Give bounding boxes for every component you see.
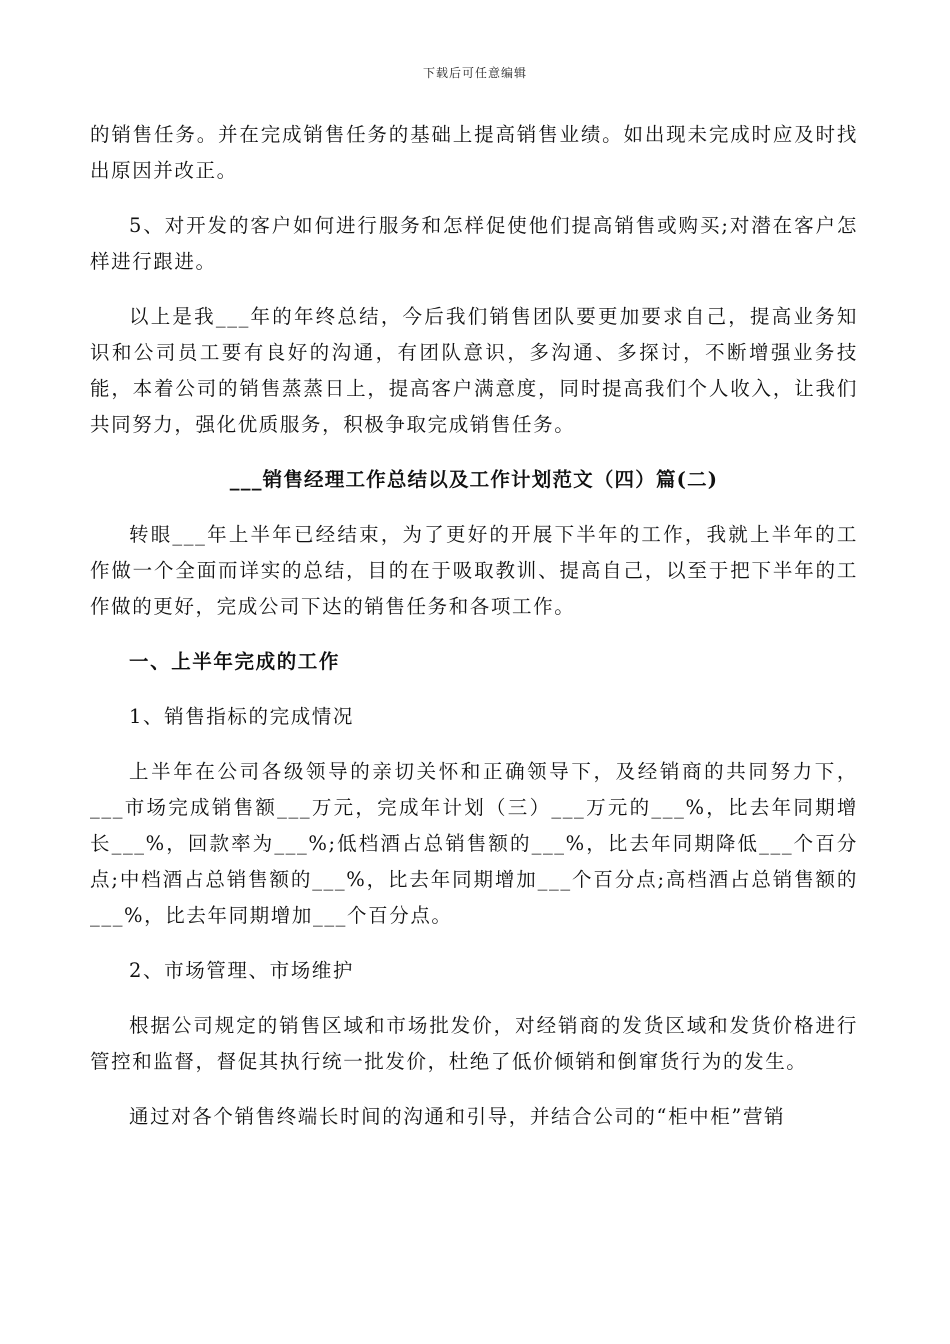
heading-first-half-work: 一、上半年完成的工作 [129, 650, 341, 673]
paragraph-terminal-communication: 通过对各个销售终端长时间的沟通和引导，并结合公司的“柜中柜”营销 [129, 1105, 786, 1128]
paragraph-summary: 以上是我___年的年终总结，今后我们销售团队要更加要求自己，提高业务知识和公司员工要有良好的沟通，有团队意识，多沟通、多探讨，不断增强业务技能，本着公司的销售蒸蒸日上，提高客户满意度，同时提高我们个人收入，让我们共同努力，强化优质服务，积极争取完成销售任务。 [90, 305, 858, 436]
document-body [90, 117, 858, 1154]
paragraph-item-5: 5、对开发的客户如何进行服务和怎样促使他们提高销售或购买;对潜在客户怎样进行跟进。 [90, 214, 858, 273]
subheading-market-management: 2、市场管理、市场维护 [129, 959, 355, 982]
section-title: ___销售经理工作总结以及工作计划范文（四）篇(二) [229, 468, 719, 491]
paragraph-intro: 转眼___年上半年已经结束，为了更好的开展下半年的工作，我就上半年的工作做一个全面而详实的总结，目的在于吸取教训、提高自己，以至于把下半年的工作做的更好，完成公司下达的销售任务和各项工作。 [90, 523, 858, 618]
paragraph-continuation: 的销售任务。并在完成销售任务的基础上提高销售业绩。如出现未完成时应及时找出原因并改正。 [90, 123, 858, 182]
paragraph-price-control: 根据公司规定的销售区域和市场批发价，对经销商的发货区域和发货价格进行管控和监督，督促其执行统一批发价，杜绝了低价倾销和倒窜货行为的发生。 [90, 1014, 858, 1073]
subheading-sales-targets: 1、销售指标的完成情况 [129, 705, 355, 728]
paragraph-sales-figures: 上半年在公司各级领导的亲切关怀和正确领导下，及经销商的共同努力下，___市场完成销售额___万元，完成年计划（三）___万元的___%，比去年同期增长___%，回款率为___%;低档酒占总销售额的___%，比去年同期降低___个百分点;中档酒占总销售额的___%，比去年同期增加___个百分点;高档酒占总销售额的___%，比去年同期增加___个百分点。 [90, 760, 858, 927]
page-header: 下载后可任意编辑 [422, 66, 527, 80]
